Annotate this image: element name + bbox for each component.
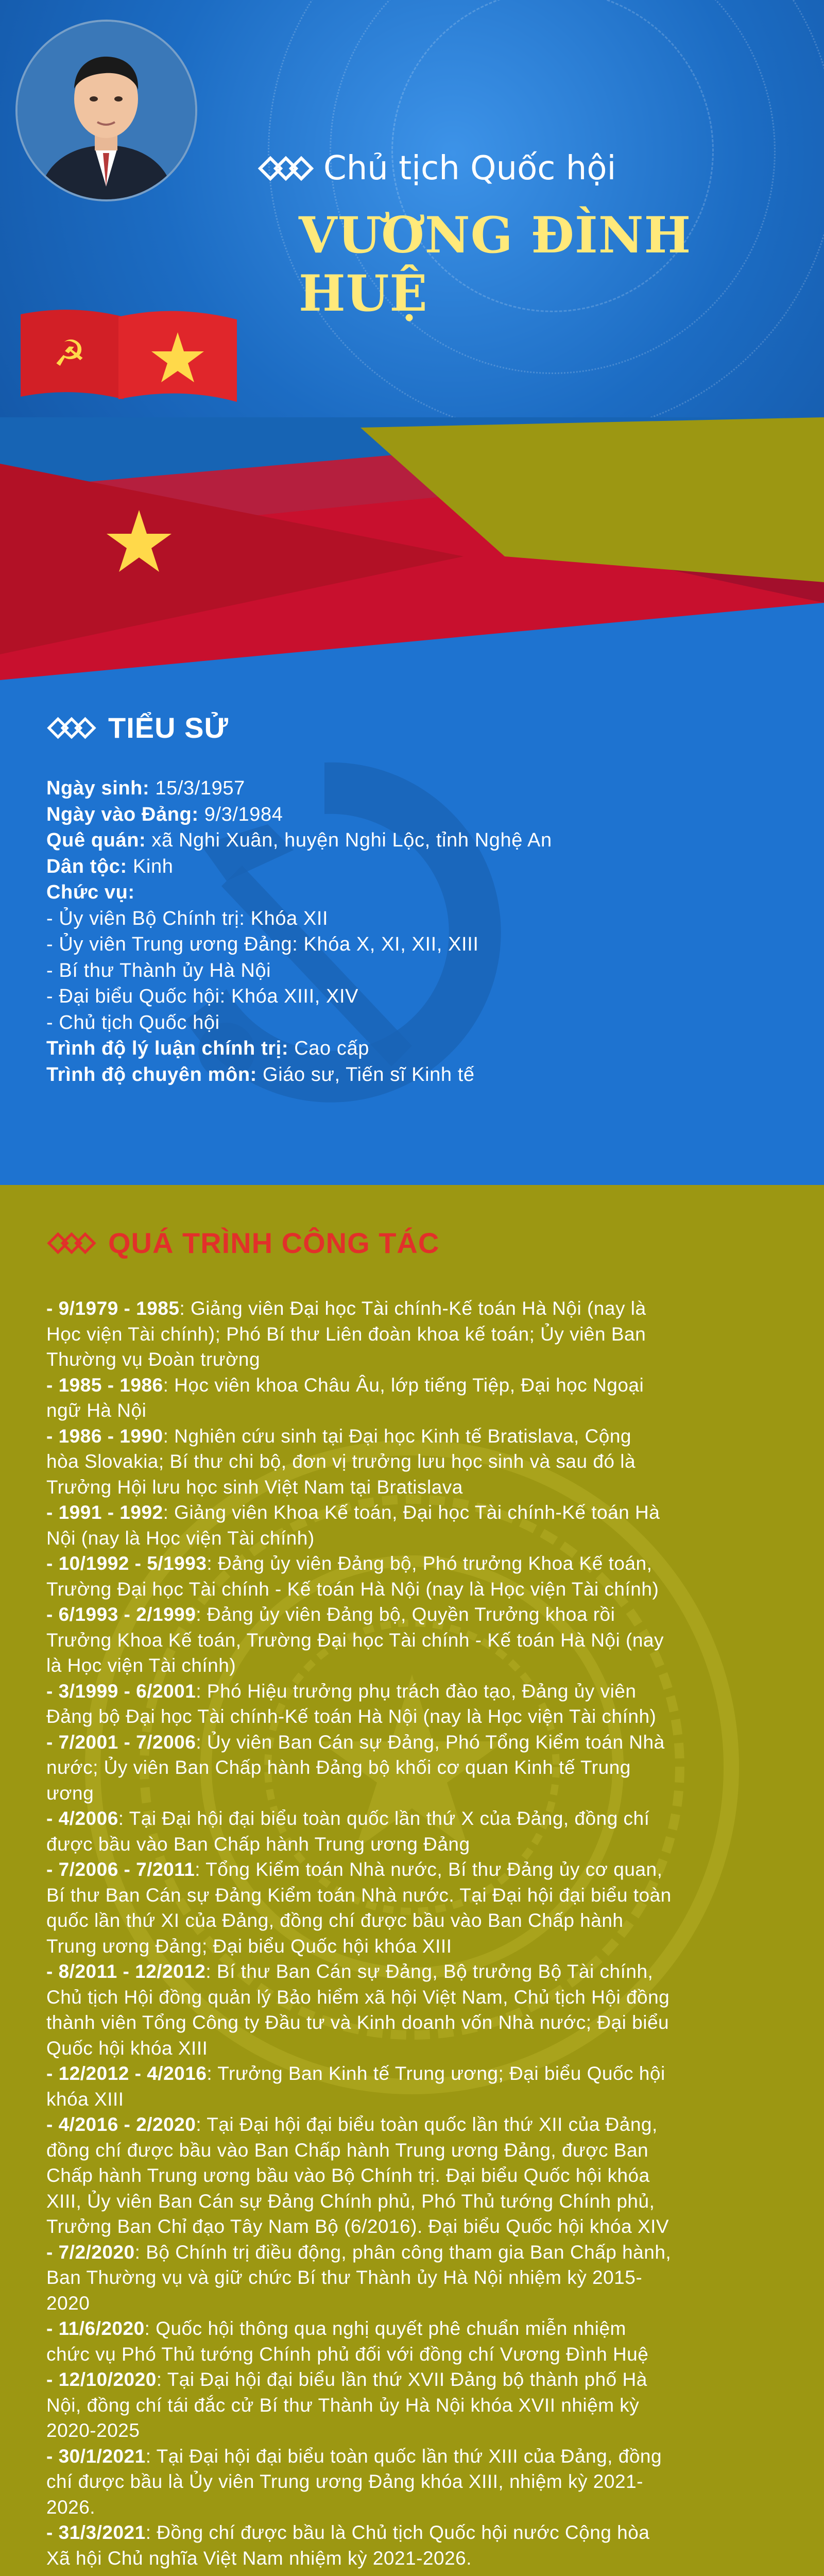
career-line [46,1653,788,1679]
bio-line [46,1036,788,1062]
career-date: - 1985 - 1986 [46,1374,163,1396]
career-text: chức vụ Phó Thủ tướng Chính phủ đối với đồng chí Vương Đình Huệ [46,2343,649,2365]
career-line [46,2444,788,2469]
bio-value: 9/3/1984 [198,803,283,825]
career-text: Trường Đại học Tài chính - Kế toán Hà Nội (nay là Học viện Tài chính) [46,1578,659,1600]
career-line [46,2112,788,2138]
career-date: - 30/1/2021 [46,2445,146,2467]
career-line [46,1806,788,1832]
career-line [46,1398,788,1423]
career-text: Trung ương Đảng; Đại biểu Quốc hội khóa XIII [46,1935,452,1957]
career-line [46,1857,788,1883]
career-line [46,2520,788,2546]
career-heading-text: QUÁ TRÌNH CÔNG TÁC [108,1227,440,1259]
career-text: Trưởng Hội lưu học sinh Việt Nam tại Bratislava [46,1476,463,1498]
career-text: nước; Ủy viên Ban Chấp hành Đảng bộ khối cơ quan Kinh tế Trung [46,1757,631,1778]
career-date: - 31/3/2021 [46,2522,146,2543]
career-text: : Giảng viên Khoa Kế toán, Đại học Tài chính-Kế toán Hà [163,1502,660,1523]
bio-heading [46,711,229,744]
career-date: - 4/2006 [46,1808,118,1829]
career-text: Trưởng Ban Chỉ đạo Tây Nam Bộ (6/2016). Đại biểu Quốc hội khóa XIV [46,2216,670,2237]
career-line [46,2036,788,2061]
bio-line [46,1010,788,1036]
bio-line [46,958,788,984]
career-line [46,1959,788,1985]
bio-value: Giáo sư, Tiến sĩ Kinh tế [256,1063,475,1086]
career-line [46,1372,788,1398]
bio-heading-text: TIỂU SỬ [108,711,229,744]
career-text: Chấp hành Trung ương bầu vào Bộ Chính trị. Đại biểu Quốc hội khóa [46,2165,650,2186]
career-line [46,2010,788,2036]
career-text: thành viên Tổng Công ty Đầu tư và Kinh doanh vốn Nhà nước; Đại biểu [46,2012,670,2033]
career-line [46,1423,788,1449]
career-heading [46,1226,439,1260]
bio-line [46,775,788,802]
career-text: Xã hội Chủ nghĩa Việt Nam nhiệm kỳ 2021-2026. [46,2547,472,2569]
bio-line [46,906,788,932]
title-prefix-text: Chủ tịch Quốc hội [323,149,616,188]
bio-value: xã Nghi Xuân, huyện Nghi Lộc, tỉnh Nghệ An [146,829,552,851]
career-line [46,1704,788,1730]
career-text: : Đồng chí được bầu là Chủ tịch Quốc hội nước Cộng hòa [145,2522,650,2543]
career-text: : Ủy viên Ban Cán sự Đảng, Phó Tổng Kiểm toán Nhà [196,1731,665,1753]
diamond-ornament-icon [258,156,314,181]
career-line [46,1551,788,1577]
bio-value: Cao cấp [288,1038,369,1059]
career-text: hòa Slovakia; Bí thư chi bộ, đơn vị trưởng lưu học sinh và sau đó là [46,1451,636,1472]
career-line [46,2189,788,2214]
career-line [46,2265,788,2291]
career-line [46,2214,788,2240]
bio-label: Chức vụ: [46,882,135,903]
career-line [46,2418,788,2444]
career-line [46,1985,788,2010]
career-date: - 4/2016 - 2/2020 [46,2114,196,2135]
bio-line [46,802,788,828]
career-line [46,1755,788,1781]
career-date: - 12/2012 - 4/2016 [46,2063,207,2084]
career-text: được bầu vào Ban Chấp hành Trung ương Đảng [46,1833,470,1855]
bio-label: Quê quán: [46,829,146,851]
bio-label: Trình độ chuyên môn: [46,1063,257,1086]
career-date: - 9/1979 - 1985 [46,1298,180,1319]
career-text: đồng chí được bầu vào Ban Chấp hành Trung ương Đảng, được Ban [46,2139,649,2161]
header [0,0,824,438]
career-text: XIII, Ủy viên Ban Cán sự Đảng Chính phủ, Phó Thủ tướng Chính phủ, [46,2190,655,2212]
career-line [46,2061,788,2087]
bio-label: Dân tộc: [46,855,127,877]
bio-value: - Đại biểu Quốc hội: Khóa XIII, XIV [46,986,359,1007]
bio-value: - Ủy viên Trung ương Đảng: Khóa X, XI, XII, XIII [46,934,479,955]
career-section [0,1185,824,2576]
bio-value: - Chủ tịch Quốc hội [46,1011,220,1033]
bio-label: Trình độ lý luận chính trị: [46,1038,289,1059]
career-date: - 7/2006 - 7/2011 [46,1859,195,1880]
bio-value: - Ủy viên Bộ Chính trị: Khóa XII [46,907,329,929]
career-line [46,2342,788,2367]
career-text: Quốc hội khóa XIII [46,2037,208,2059]
career-text: ương [46,1782,94,1804]
career-list [46,1296,788,2571]
bio-line [46,1062,788,1088]
career-text: Ban Thường vụ và giữ chức Bí thư Thành ủy Hà Nội nhiệm kỳ 2015- [46,2267,643,2288]
career-text: Trưởng Khoa Kế toán, Trường Đại học Tài chính - Kế toán Hà Nội (nay [46,1629,664,1651]
career-line [46,2393,788,2418]
career-date: - 3/1999 - 6/2001 [46,1680,196,1702]
career-date: - 8/2011 - 12/2012 [46,1961,206,1982]
career-text: Đảng bộ Đại học Tài chính-Kế toán Hà Nội (nay là Học viện Tài chính) [46,1706,657,1727]
bio-value: Kinh [127,855,174,877]
career-text: 2020 [46,2292,90,2314]
career-date: - 7/2001 - 7/2006 [46,1731,196,1753]
career-line [46,1449,788,1475]
bio-value: - Bí thư Thành ủy Hà Nội [46,959,271,981]
bio-line [46,827,788,854]
bio-line [46,931,788,958]
career-line [46,1475,788,1500]
career-text: quốc lần thứ XI của Đảng, đồng chí được bầu vào Ban Chấp hành [46,1910,624,1931]
title-prefix [258,149,616,188]
career-text: : Học viên khoa Châu Âu, lớp tiếng Tiệp, Đại học Ngoại [163,1374,644,1396]
career-text: : Đảng ủy viên Đảng bộ, Phó trưởng Khoa Kế toán, [207,1553,653,1574]
bio-line [46,879,788,906]
career-text: : Quốc hội thông qua nghị quyết phê chuẩn miễn nhiệm [144,2318,626,2339]
career-line [46,1781,788,1806]
career-date: - 7/2/2020 [46,2241,135,2263]
career-text: : Giảng viên Đại học Tài chính-Kế toán Hà Nội (nay là [179,1298,646,1319]
diamond-ornament-icon [46,717,97,739]
bio-line [46,854,788,880]
career-line [46,1296,788,1321]
career-line [46,1730,788,1755]
bio-value: 15/3/1957 [149,777,245,799]
career-text: Chủ tịch Hội đồng quản lý Bảo hiểm xã hội Việt Nam, Chủ tịch Hội đồng [46,1986,670,2008]
career-text: : Tại Đại hội đại biểu toàn quốc lần thứ X của Đảng, đồng chí [118,1808,650,1829]
career-line [46,2138,788,2163]
bio-lines [46,775,788,1088]
career-text: : Tại Đại hội đại biểu toàn quốc lần thứ XIII của Đảng, đồng [145,2445,662,2467]
bio-section [0,680,824,1195]
career-line [46,1679,788,1704]
career-text: Thường vụ Đoàn trường [46,1349,261,1370]
career-text: : Tại Đại hội đại biểu lần thứ XVII Đảng bộ thành phố Hà [156,2369,647,2390]
career-text: : Bộ Chính trị điều động, phân công tham gia Ban Chấp hành, [134,2241,672,2263]
career-line [46,2087,788,2112]
career-text: Nội (nay là Học viện Tài chính) [46,1527,315,1549]
career-line [46,2316,788,2342]
svg-text:☭: ☭ [53,333,86,374]
career-date: - 11/6/2020 [46,2318,145,2339]
career-date: - 1991 - 1992 [46,1502,163,1523]
bio-line [46,984,788,1010]
career-text: : Phó Hiệu trưởng phụ trách đào tạo, Đảng ủy viên [196,1680,637,1702]
career-line [46,2546,788,2571]
career-text: : Tại Đại hội đại biểu toàn quốc lần thứ XII của Đảng, [196,2114,658,2135]
career-line [46,2367,788,2393]
career-line [46,1602,788,1628]
career-line [46,1500,788,1526]
career-text: 2020-2025 [46,2420,140,2441]
career-line [46,1321,788,1347]
career-line [46,2291,788,2316]
career-text: Học viện Tài chính); Phó Bí thư Liên đoàn khoa kế toán; Ủy viên Ban [46,1323,646,1345]
banner-flag-shapes [0,386,824,706]
career-line [46,1832,788,1857]
career-text: Bí thư Ban Cán sự Đảng Kiểm toán Nhà nước. Tại Đại hội đại biểu toàn [46,1884,672,1906]
career-line [46,1934,788,1959]
bio-label: Ngày vào Đảng: [46,803,199,825]
career-text: 2026. [46,2496,96,2518]
career-date: - 6/1993 - 2/1999 [46,1604,196,1625]
career-text: là Học viện Tài chính) [46,1655,236,1676]
career-line [46,1908,788,1934]
career-text: : Bí thư Ban Cán sự Đảng, Bộ trưởng Bộ Tài chính, [205,1961,654,1982]
portrait-photo [15,20,197,201]
career-line [46,2495,788,2520]
career-text: : Tổng Kiểm toán Nhà nước, Bí thư Đảng ủy cơ quan, [195,1859,663,1880]
bio-label: Ngày sinh: [46,777,150,799]
career-date: - 10/1992 - 5/1993 [46,1553,207,1574]
career-line [46,2469,788,2495]
career-line [46,2240,788,2265]
career-text: Nội, đồng chí tái đắc cử Bí thư Thành ủy Hà Nội khóa XVII nhiệm kỳ [46,2394,640,2416]
career-text: khóa XIII [46,2088,124,2110]
career-text: : Nghiên cứu sinh tại Đại học Kinh tế Bratislava, Cộng [163,1425,632,1447]
career-date: - 1986 - 1990 [46,1425,163,1447]
career-text: chí được bầu là Ủy viên Trung ương Đảng khóa XIII, nhiệm kỳ 2021- [46,2471,643,2492]
career-text: : Đảng ủy viên Đảng bộ, Quyền Trưởng khoa rồi [196,1604,615,1625]
career-line [46,1883,788,1908]
career-line [46,1347,788,1372]
title-name: VƯƠNG ĐÌNH HUỆ [299,206,692,323]
career-line [46,2163,788,2189]
diamond-ornament-icon [46,1232,97,1255]
career-date: - 12/10/2020 [46,2369,157,2390]
career-text: ngữ Hà Nội [46,1400,147,1421]
career-line [46,1628,788,1653]
career-text: : Trưởng Ban Kinh tế Trung ương; Đại biểu Quốc hội [207,2063,665,2084]
career-line [46,1577,788,1602]
career-line [46,1526,788,1551]
